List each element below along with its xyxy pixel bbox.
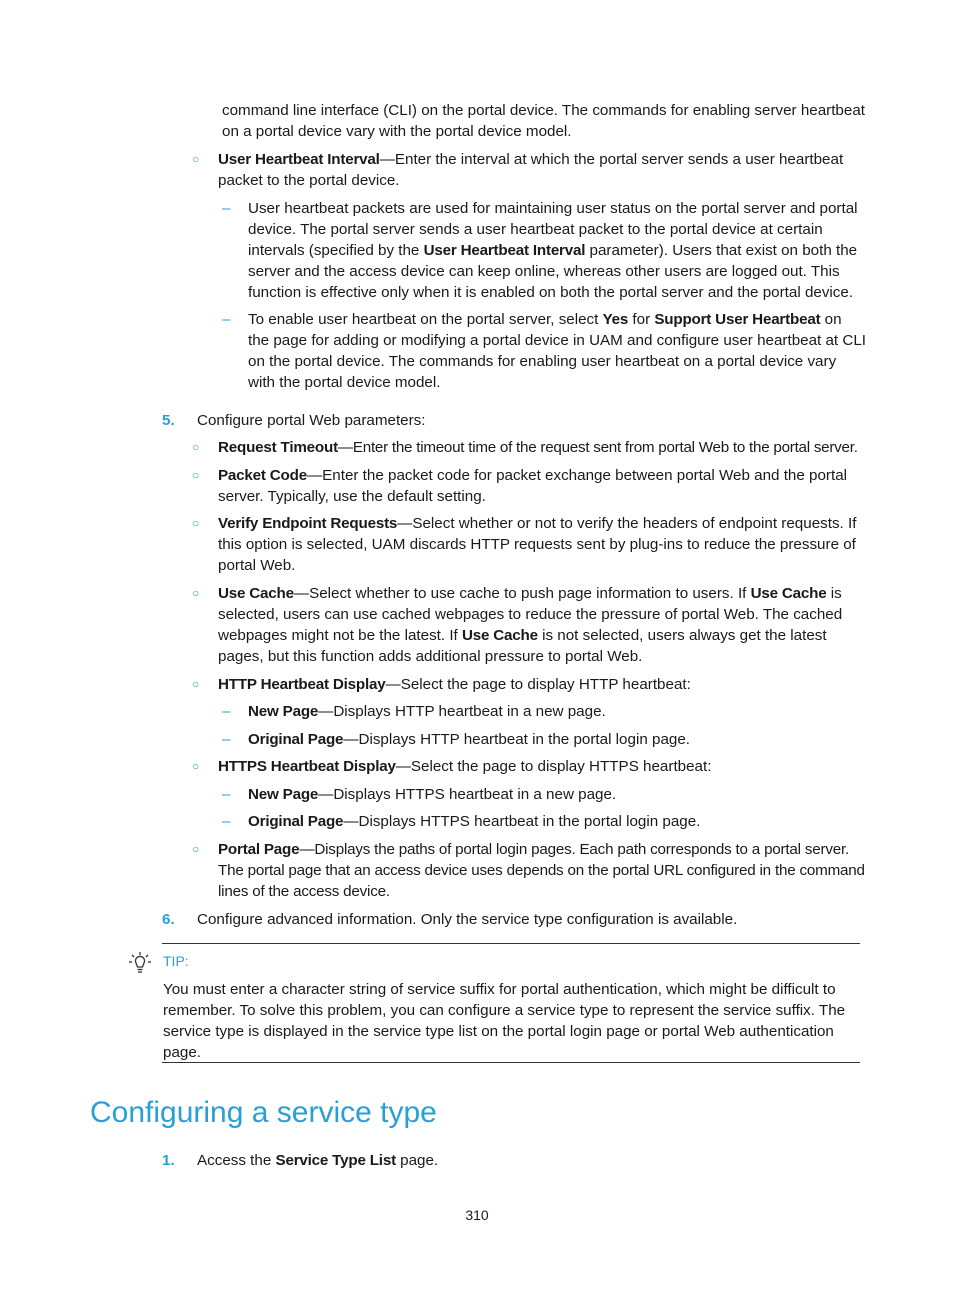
bullet-marker: ○ xyxy=(192,440,200,454)
tip-text: You must enter a character string of service suffix for portal authentication, which might be difficult to remember. To solve this problem, you can configure a service type to represent the service suffix. The service type is displayed in the service type list on the portal login page or portal Web authentication page. xyxy=(163,981,846,1061)
tip-bottom-rule xyxy=(162,1062,860,1063)
page-number: 310 xyxy=(465,1207,489,1223)
term: Use Cache xyxy=(462,627,538,644)
description: —Select the page to display HTTP heartbeat: xyxy=(385,676,691,693)
term: Service Type List xyxy=(275,1152,396,1169)
description: —Enter the timeout time of the request sent from portal Web to the portal server. xyxy=(337,439,858,456)
step-1-text xyxy=(197,1150,857,1171)
heartbeat-note-2 xyxy=(248,309,866,393)
http-heartbeat-display-item xyxy=(218,674,866,695)
term: User Heartbeat Interval xyxy=(423,242,586,259)
term: Packet Code xyxy=(218,467,307,484)
term: Support User Heartbeat xyxy=(654,311,821,328)
http-new-page-item xyxy=(248,701,866,722)
step-number: 6. xyxy=(162,911,175,928)
bullet-marker: ○ xyxy=(192,677,200,691)
bullet-marker: ○ xyxy=(192,759,200,773)
step-number: 5. xyxy=(162,412,175,429)
bullet-marker: ○ xyxy=(192,842,200,856)
continuation-paragraph: command line interface (CLI) on the portal device. The commands for enabling server heartbeat on a portal device vary with the portal device model. xyxy=(222,102,865,140)
packet-code-item xyxy=(218,465,866,507)
description: —Displays HTTP heartbeat in the portal login page. xyxy=(343,731,690,748)
dash-marker: – xyxy=(222,200,231,217)
description: —Enter the interval at which the portal server sends a user heartbeat packet to the portal device. xyxy=(218,151,844,189)
text: Access the xyxy=(197,1152,276,1169)
term: Use Cache xyxy=(218,585,294,602)
verify-endpoint-requests-item xyxy=(218,513,866,576)
tip-label: TIP: xyxy=(163,953,189,969)
term: Portal Page xyxy=(218,841,300,858)
text: To enable user heartbeat on the portal server, select xyxy=(248,311,603,328)
text: for xyxy=(628,311,655,328)
dash-marker: – xyxy=(222,786,231,803)
bullet-marker: ○ xyxy=(192,152,200,166)
term: Original Page xyxy=(248,731,344,748)
bullet-marker: ○ xyxy=(192,468,200,482)
term: Verify Endpoint Requests xyxy=(218,515,398,532)
use-cache-item xyxy=(218,583,866,667)
description: —Displays HTTPS heartbeat in a new page. xyxy=(318,786,617,803)
term: User Heartbeat Interval xyxy=(218,151,380,168)
section-heading: Configuring a service type xyxy=(90,1096,437,1129)
text: page. xyxy=(395,1152,439,1169)
dash-marker: – xyxy=(222,703,231,720)
description: —Displays the paths of portal login pages. Each path corresponds to a portal server. The portal page that an access device uses depends on the portal URL configured in the command lines of the access device. xyxy=(218,841,865,900)
http-original-page-item xyxy=(248,729,866,750)
step-6-text: Configure advanced information. Only the service type configuration is available. xyxy=(197,911,738,928)
dash-marker: – xyxy=(222,813,231,830)
dash-marker: – xyxy=(222,311,231,328)
term: New Page xyxy=(248,786,319,803)
bullet-marker: ○ xyxy=(192,586,200,600)
term: Request Timeout xyxy=(218,439,338,456)
term: New Page xyxy=(248,703,319,720)
text: User heartbeat packets are used for maintaining user status on the portal server and portal device. The portal server sends a user heartbeat packet to the portal device at certain intervals (specified by the xyxy=(248,200,858,259)
term: Original Page xyxy=(248,813,344,830)
tip-top-rule xyxy=(162,943,860,944)
https-original-page-item xyxy=(248,811,866,832)
description: —Displays HTTP heartbeat in a new page. xyxy=(318,703,606,720)
portal-page-item xyxy=(218,839,866,902)
term: HTTPS Heartbeat Display xyxy=(218,758,396,775)
description: —Enter the packet code for packet exchange between portal Web and the portal server. Typically, use the default setting. xyxy=(218,467,848,505)
text: parameter). Users that exist on both the server and the access device can keep online, whereas other users are logged out. This function is effective only when it is enabled on both the portal server and the portal device. xyxy=(248,242,858,301)
text: —Select whether to use cache to push page information to users. If xyxy=(293,585,751,602)
heartbeat-note-1 xyxy=(248,198,866,303)
step-number: 1. xyxy=(162,1152,175,1169)
https-new-page-item xyxy=(248,784,866,805)
lightbulb-icon xyxy=(128,950,152,976)
description: —Select the page to display HTTPS heartbeat: xyxy=(395,758,712,775)
text: is selected, users can use cached webpages to reduce the pressure of portal Web. The cached webpages might not be the latest. If xyxy=(218,585,843,644)
text: is not selected, users always get the latest pages, but this function adds additional pressure to portal Web. xyxy=(218,627,827,665)
term: Yes xyxy=(602,311,629,328)
step-5-text: Configure portal Web parameters: xyxy=(197,412,426,429)
term: HTTP Heartbeat Display xyxy=(218,676,386,693)
user-heartbeat-interval-item xyxy=(218,149,866,191)
description: —Select whether or not to verify the headers of endpoint requests. If this option is selected, UAM discards HTTP requests sent by plug-ins to reduce the pressure of portal Web. xyxy=(218,515,857,574)
text: on the page for adding or modifying a portal device in UAM and configure user heartbeat at CLI on the portal device. The commands for enabling user heartbeat on a portal device vary with the portal device model. xyxy=(248,311,866,391)
dash-marker: – xyxy=(222,731,231,748)
term: Use Cache xyxy=(750,585,827,602)
bullet-marker: ○ xyxy=(192,516,200,530)
https-heartbeat-display-item xyxy=(218,756,866,777)
request-timeout-item xyxy=(218,437,866,458)
description: —Displays HTTPS heartbeat in the portal login page. xyxy=(343,813,701,830)
